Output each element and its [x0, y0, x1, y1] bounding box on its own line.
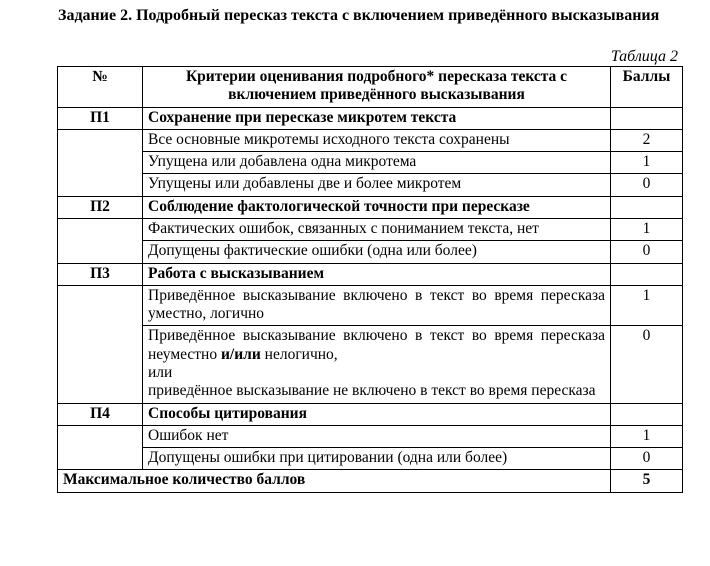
header-num: №	[58, 67, 143, 108]
row-text-bold: и/или	[220, 345, 261, 363]
row-text: Фактических ошибок, связанных с пониманием текста, нет	[143, 218, 611, 240]
table-row	[58, 448, 683, 470]
criterion-title: Сохранение при пересказе микротем текста	[143, 107, 611, 129]
table-caption: Таблица 2	[610, 48, 678, 65]
header-row	[58, 67, 683, 108]
task-number: Задание 2	[58, 7, 129, 24]
table-row	[58, 241, 683, 263]
table-row	[58, 218, 683, 240]
criterion-title: Способы цитирования	[143, 403, 611, 425]
empty-score-cell	[611, 107, 683, 129]
row-text: Все основные микротемы исходного текста сохранены	[143, 129, 611, 151]
row-text: Допущены ошибки при цитировании (одна или более)	[143, 448, 611, 470]
criterion-code: П3	[58, 263, 143, 285]
group-row-p3	[58, 263, 683, 285]
row-score: 0	[611, 174, 683, 196]
table-row	[58, 326, 683, 403]
row-text: Ошибок нет	[143, 425, 611, 447]
empty-score-cell	[611, 263, 683, 285]
table-row	[58, 425, 683, 447]
empty-code-cell	[58, 285, 143, 403]
group-row-p2	[58, 196, 683, 218]
row-score: 1	[611, 218, 683, 240]
row-text: Упущена или добавлена одна микротема	[143, 152, 611, 174]
row-text-part: Приведённое высказывание включено в текст во время пересказа неуместно	[148, 327, 605, 363]
criterion-code: П4	[58, 403, 143, 425]
task-title: . Подробный пересказ текста с включением приведённого высказывания	[128, 7, 660, 24]
row-text: Приведённое высказывание включено в текст во время пересказа уместно, логично	[143, 285, 611, 326]
row-score: 1	[611, 425, 683, 447]
total-value: 5	[611, 470, 683, 492]
empty-code-cell	[58, 425, 143, 470]
criterion-title: Работа с высказыванием	[143, 263, 611, 285]
criterion-code: П2	[58, 196, 143, 218]
task-heading	[58, 6, 680, 26]
row-score: 0	[611, 326, 683, 403]
row-score: 0	[611, 241, 683, 263]
total-row	[58, 470, 683, 492]
row-score: 1	[611, 285, 683, 326]
total-label: Максимальное количество баллов	[58, 470, 611, 492]
table-row	[58, 174, 683, 196]
table-row	[58, 285, 683, 326]
header-score: Баллы	[611, 67, 683, 108]
header-criteria: Критерии оценивания подробного* пересказа текста с включением приведённого высказывания	[143, 67, 611, 108]
empty-code-cell	[58, 129, 143, 196]
table-row	[58, 152, 683, 174]
empty-score-cell	[611, 403, 683, 425]
group-row-p4	[58, 403, 683, 425]
row-score: 2	[611, 129, 683, 151]
row-text-compound	[143, 326, 611, 403]
empty-code-cell	[58, 218, 143, 263]
group-row-p1	[58, 107, 683, 129]
row-text-or: или	[148, 363, 173, 381]
row-text-part: нелогично,	[260, 345, 338, 363]
empty-score-cell	[611, 196, 683, 218]
row-text: Допущены фактические ошибки (одна или более)	[143, 241, 611, 263]
criteria-table	[57, 66, 683, 493]
table-row	[58, 129, 683, 151]
criterion-code: П1	[58, 107, 143, 129]
row-score: 1	[611, 152, 683, 174]
row-text-part: приведённое высказывание не включено в текст во время пересказа	[148, 382, 596, 400]
criterion-title: Соблюдение фактологической точности при пересказе	[143, 196, 611, 218]
row-score: 0	[611, 448, 683, 470]
row-text: Упущены или добавлены две и более микротем	[143, 174, 611, 196]
